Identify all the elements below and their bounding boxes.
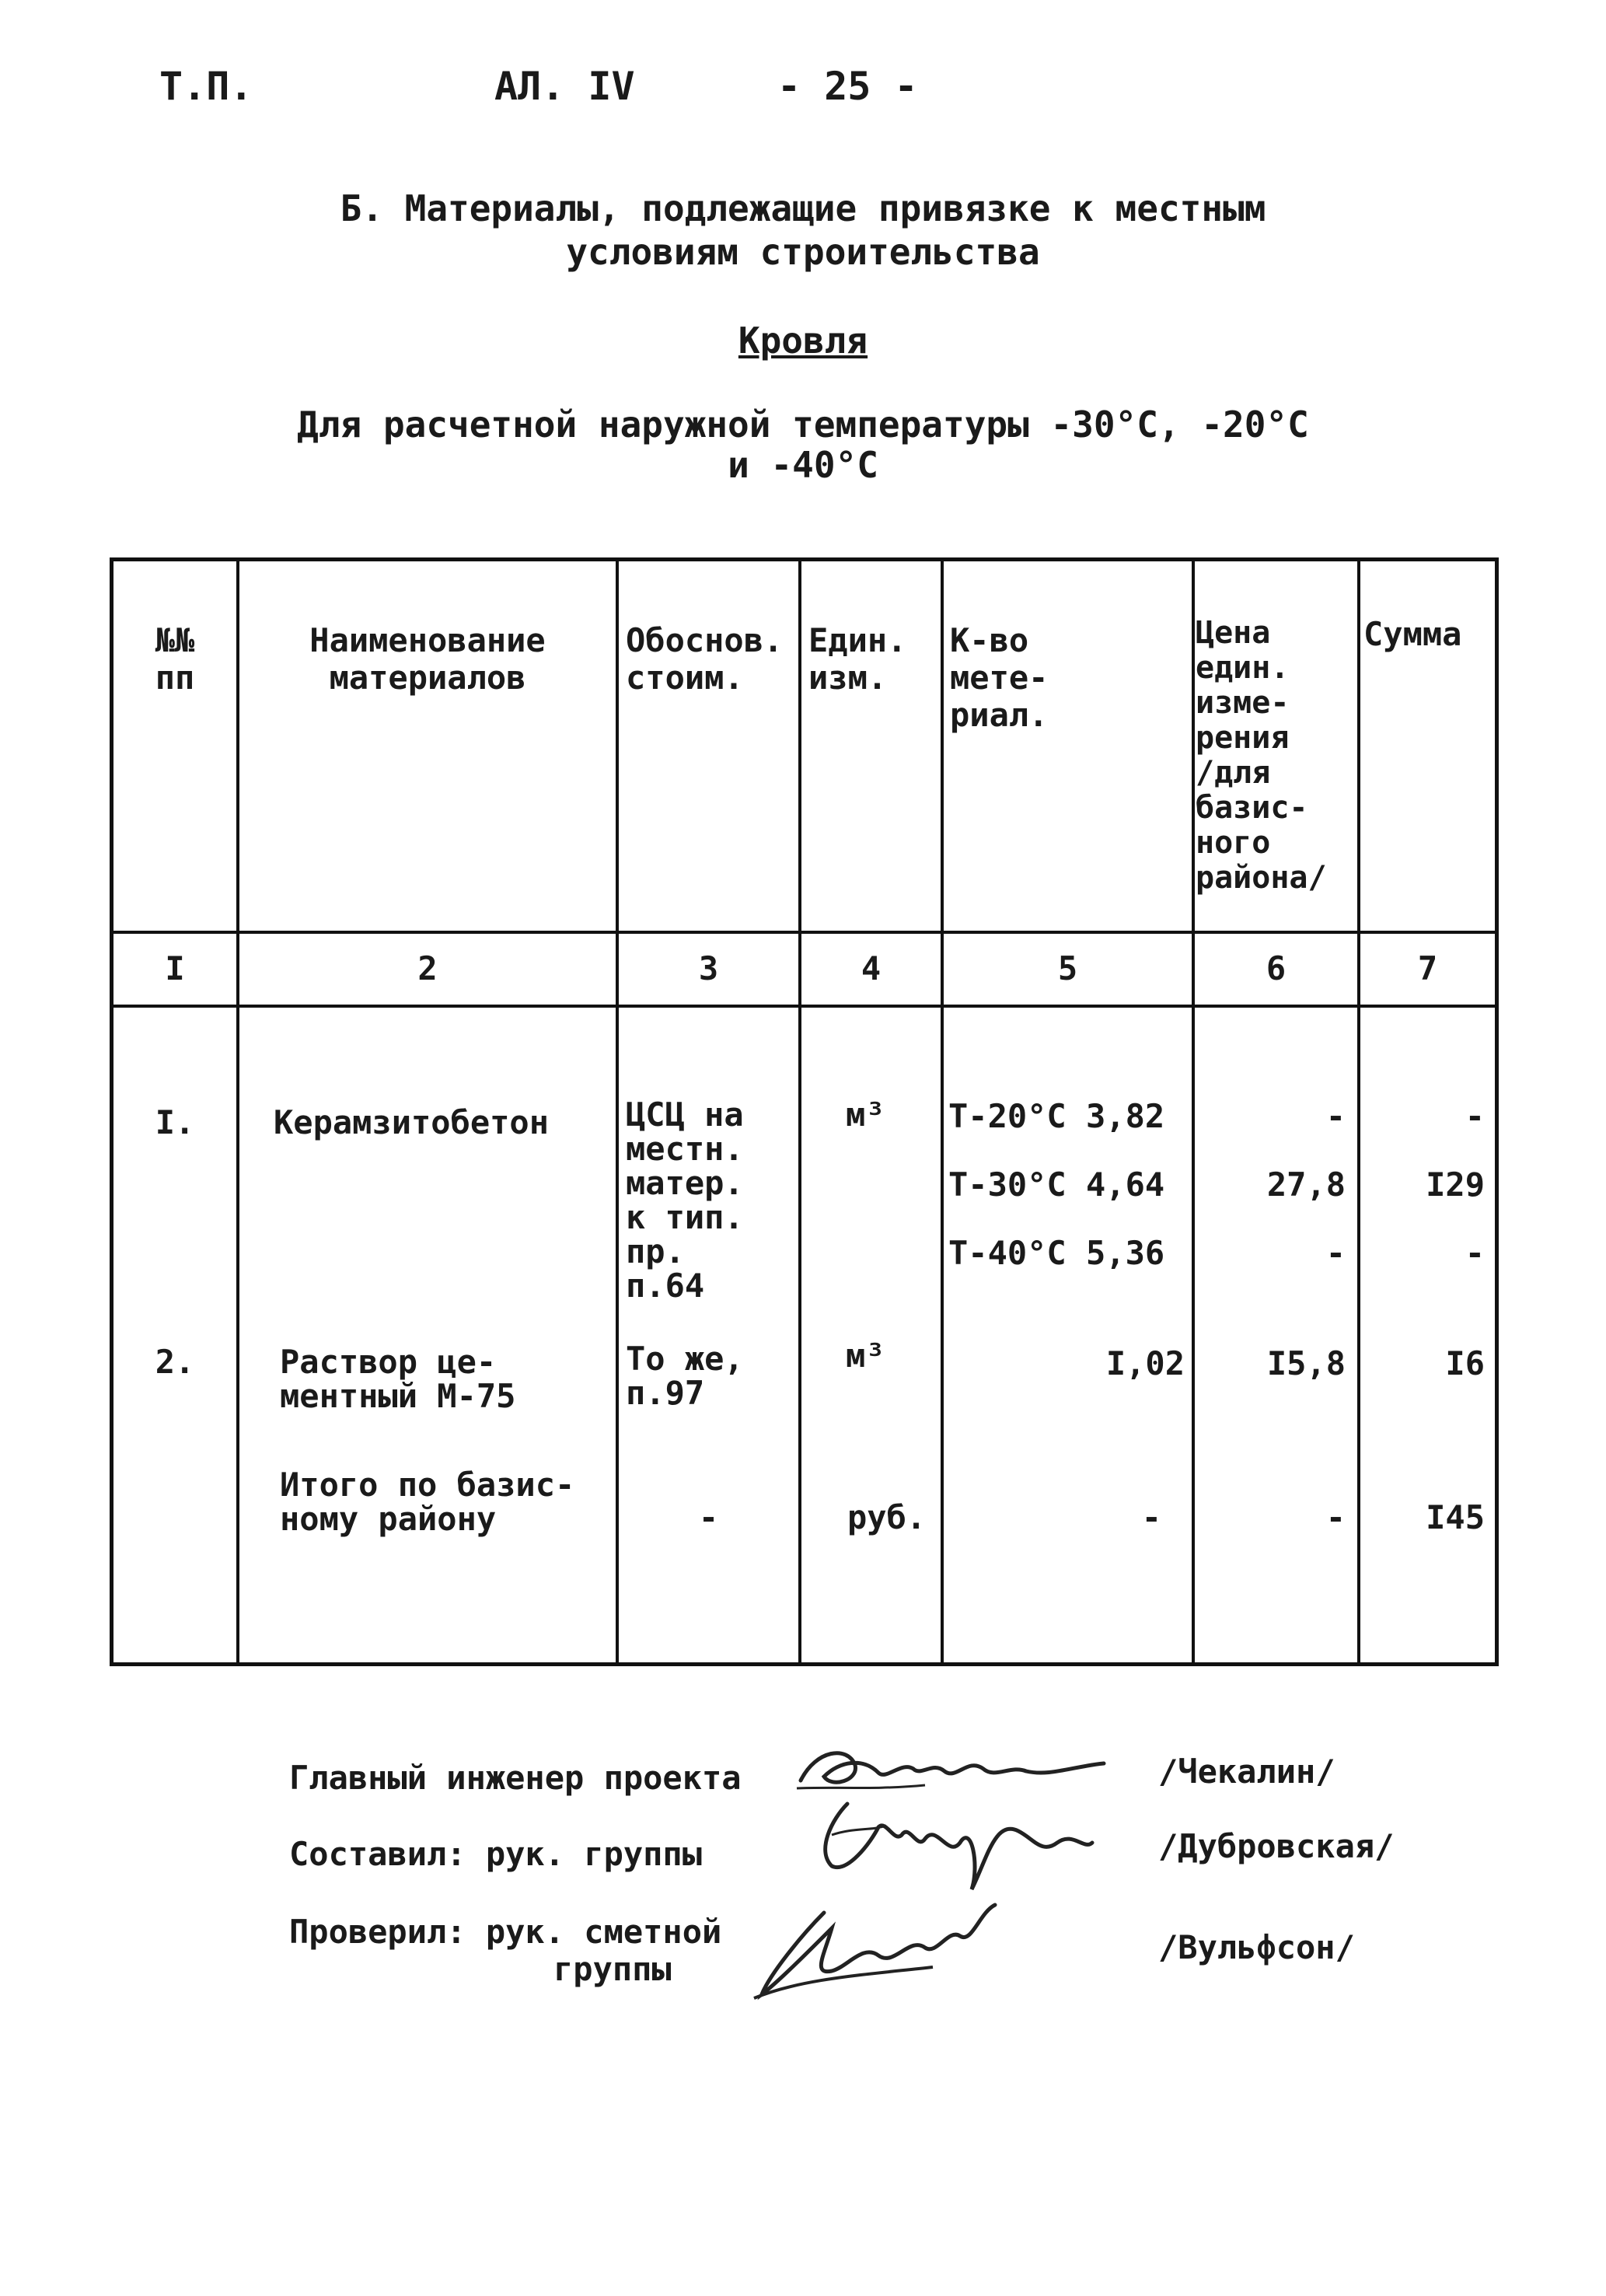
temperature-line-2: и -40°С: [728, 444, 878, 486]
total-unit: руб.: [847, 1498, 927, 1536]
total-cost-basis: -: [698, 1498, 719, 1536]
row1-sum-t20: -: [1465, 1097, 1485, 1135]
compiled-by-name: /Дубровская/: [1158, 1827, 1395, 1865]
column-divider: [236, 557, 239, 1666]
checked-by-name: /Вульфсон/: [1158, 1928, 1355, 1966]
col-number-6: 6: [1266, 949, 1287, 987]
col-number-2: 2: [417, 949, 438, 987]
row1-cost-basis: ЦСЦ на местн. матер. к тип. пр. п.64: [626, 1096, 744, 1305]
total-quantity: -: [1141, 1498, 1161, 1536]
row1-price-t40: -: [1325, 1234, 1346, 1272]
row2-quantity: I,02: [1105, 1344, 1185, 1382]
title-line-1: Б. Материалы, подлежащие привязке к местным: [340, 187, 1266, 229]
chief-engineer-label: Главный инженер проекта: [289, 1759, 742, 1797]
row1-unit: м³: [846, 1096, 885, 1134]
row1-price-t30: 27,8: [1266, 1165, 1346, 1204]
total-price: -: [1325, 1498, 1346, 1536]
row1-sum-t40: -: [1465, 1234, 1485, 1272]
checked-by-label-group: группы: [553, 1950, 672, 1988]
column-divider: [798, 557, 801, 1666]
section-title: Кровля: [738, 320, 868, 362]
col-number-4: 4: [861, 949, 882, 987]
col-number-1: I: [165, 949, 185, 987]
row1-price-t20: -: [1325, 1097, 1346, 1135]
header-unit: Един. изм.: [808, 621, 907, 697]
doc-code-mid: АЛ. IV: [494, 64, 635, 109]
col-number-7: 7: [1417, 949, 1438, 987]
checked-by-label: Проверил: рук. сметной: [289, 1913, 722, 1951]
doc-code-left: Т.П.: [159, 64, 253, 109]
col-number-5: 5: [1057, 949, 1078, 987]
row1-quantity-t30: Т-30°С 4,64: [948, 1165, 1165, 1204]
checked-by-signature: [738, 1882, 1018, 2014]
title-line-2: условиям строительства: [566, 231, 1040, 273]
header-quantity: К-во мете- риал.: [950, 621, 1049, 734]
page-number: - 25 -: [777, 64, 918, 109]
header-material-name: Наименование материалов: [309, 621, 546, 697]
row2-sum: I6: [1445, 1344, 1485, 1382]
row-divider: [110, 1005, 1499, 1008]
header-cost-basis: Обоснов. стоим.: [626, 621, 784, 697]
col-number-3: 3: [698, 949, 719, 987]
temperature-line-1: Для расчетной наружной температуры -30°С, -20°С: [297, 404, 1309, 446]
total-label: Итого по базис- ному району: [280, 1466, 575, 1538]
row2-price: I5,8: [1266, 1344, 1346, 1382]
row2-material-name: Раствор це- ментный М-75: [280, 1343, 516, 1415]
chief-engineer-name: /Чекалин/: [1158, 1753, 1335, 1791]
row1-quantity-t20: Т-20°С 3,82: [948, 1097, 1165, 1135]
header-unit-price: Цена един. изме- рения /для базис- ного района/: [1196, 615, 1327, 896]
row1-number: I.: [155, 1103, 195, 1141]
row2-cost-basis: То же, п.97: [626, 1340, 744, 1412]
total-sum: I45: [1426, 1498, 1485, 1536]
row-divider: [110, 931, 1499, 934]
row2-unit: м³: [846, 1337, 885, 1375]
row1-material-name: Керамзитобетон: [274, 1103, 550, 1141]
header-number: №№ пп: [155, 621, 195, 697]
row1-quantity-t40: Т-40°С 5,36: [948, 1234, 1165, 1272]
row2-number: 2.: [155, 1343, 195, 1381]
row1-sum-t30: I29: [1426, 1165, 1485, 1204]
header-sum: Сумма: [1363, 615, 1462, 653]
compiled-by-label: Составил: рук. группы: [289, 1835, 703, 1873]
